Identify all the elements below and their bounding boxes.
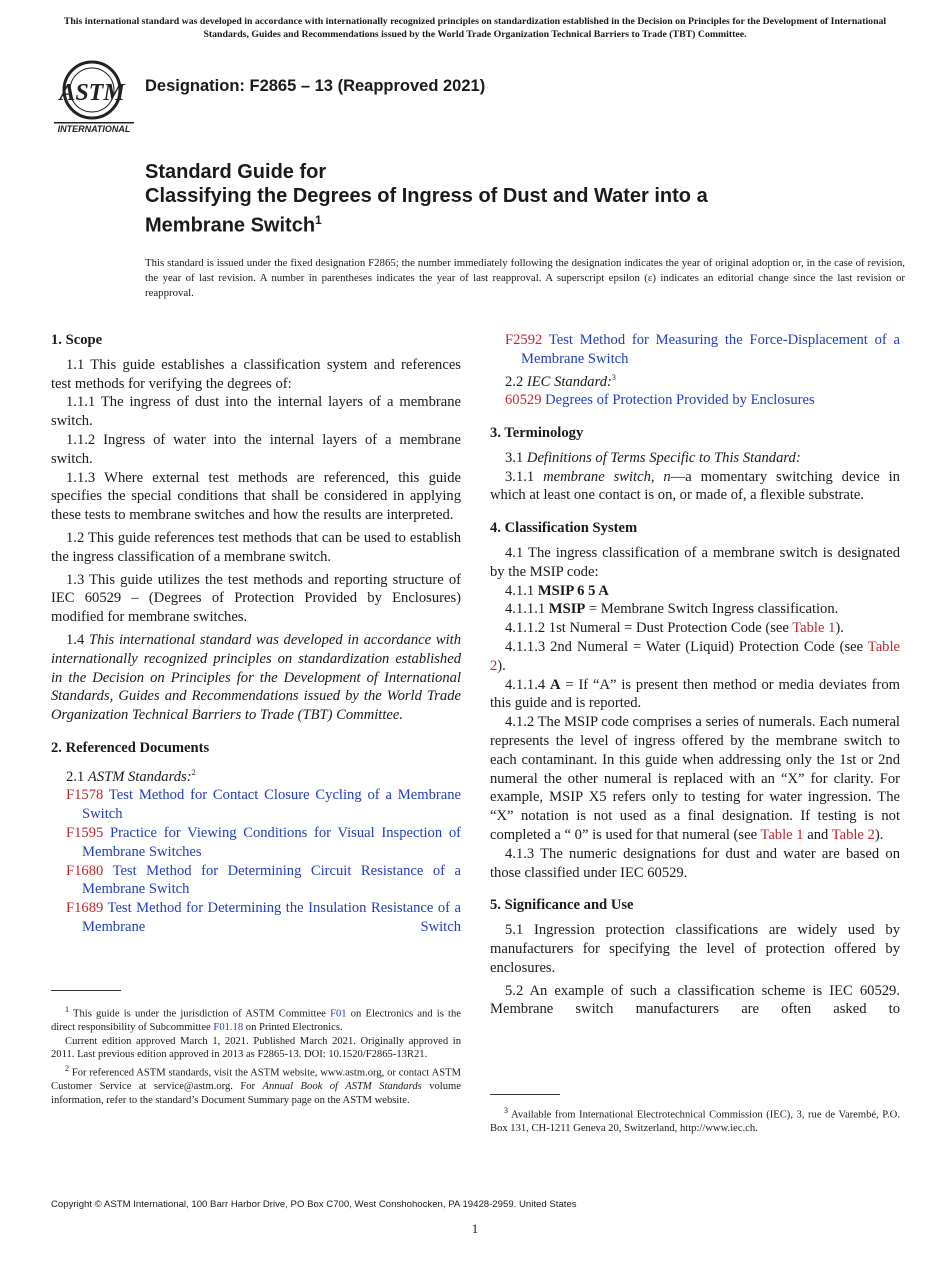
paragraph-3-1-1: [490, 468, 900, 506]
reference-title[interactable]: Test Method for Determining Circuit Resistance of a Membrane Switch: [82, 862, 461, 898]
footnote-3-text: Available from International Electrotechnical Commission (IEC), 3, rue de Varembé, P.O. Box 131, CH-1211 Geneva 20, Switzerland, http://www.iec.ch.: [490, 1109, 900, 1135]
msip-term: MSIP: [548, 601, 586, 618]
paragraph-2-1: [51, 764, 461, 787]
reference-title[interactable]: Test Method for Contact Closure Cycling of a Membrane Switch: [82, 787, 461, 823]
title-line-3: [145, 208, 865, 238]
punctuation: ).: [497, 657, 506, 674]
page-number: 1: [471, 1221, 479, 1236]
issue-note: This standard is issued under the fixed designation F2865; the number immediately following the designation indicates the year of original adoption or, in the case of revision, the year of last revision. A number in parentheses indicates the year of last reapproval. A superscript epsilon (ε) indicates an editorial change since the last revision or reapproval.: [145, 257, 905, 300]
reference-item[interactable]: [490, 391, 900, 410]
title-line-2: Classifying the Degrees of Ingress of Dust and Water into a: [145, 185, 708, 207]
reference-title[interactable]: Practice for Viewing Conditions for Visual Inspection of Membrane Switches: [82, 824, 461, 860]
reference-code[interactable]: 60529: [505, 392, 542, 409]
paragraph-2-2-text: IEC Standard:: [526, 373, 612, 390]
title-footnote-mark[interactable]: 1: [315, 213, 322, 227]
msip-definition: = Membrane Switch Ingress classification.: [585, 601, 839, 618]
paragraph-1-1: 1.1 This guide establishes a classification system and references test methods for verifying the degrees of:: [51, 356, 461, 392]
reference-code[interactable]: F1578: [66, 787, 104, 804]
table-2-link[interactable]: Table 2: [490, 639, 900, 674]
footnotes-left: [51, 1003, 461, 1107]
section-heading-referenced-documents: 2. Referenced Documents: [51, 739, 210, 756]
paragraph-4-1-1-4-number: 4.1.1.4: [505, 676, 546, 693]
reference-code[interactable]: F1689: [66, 900, 104, 917]
paragraph-2-1-text: ASTM Standards:: [87, 768, 192, 785]
msip-code: MSIP 6 5 A: [537, 582, 609, 599]
reference-title[interactable]: Degrees of Protection Provided by Enclosures: [545, 392, 815, 409]
footnote-3-mark: 3: [504, 1106, 508, 1115]
copyright: Copyright © ASTM International, 100 Barr Harbor Drive, PO Box C700, West Conshohocken, PA 19428-2959. United States: [51, 1199, 577, 1210]
footnote-1-text: This guide is under the jurisdiction of ASTM Committee: [72, 1008, 331, 1020]
footnote-2-text: volume information, refer to the standard’s Document Summary page on the ASTM website.: [51, 1081, 461, 1106]
reference-title[interactable]: Test Method for Determining the Insulation Resistance of a Membrane Switch: [82, 900, 461, 935]
section-heading-significance: 5. Significance and Use: [490, 897, 634, 914]
table-1-link[interactable]: Table 1: [760, 826, 804, 843]
title-line-1: Standard Guide for: [145, 161, 327, 183]
paragraph-2-2-number: 2.2: [505, 373, 524, 390]
logo-subtext: INTERNATIONAL: [57, 124, 131, 134]
title-line-3-text: Membrane Switch: [145, 214, 316, 237]
paragraph-1-1-3: 1.1.3 Where external test methods are referenced, this guide specifies the special conditions that shall be considered in applying these tests to membrane switches and how the results are interpreted.: [51, 469, 461, 524]
astm-logo: [52, 56, 136, 134]
a-term: A: [549, 676, 561, 693]
paragraph-4-1-1-1: [490, 600, 900, 619]
reference-item[interactable]: [51, 786, 461, 824]
paragraph-1-4-number: 1.4: [66, 631, 85, 648]
paragraph-3-1-number: 3.1: [505, 449, 524, 466]
paragraph-1-3: 1.3 This guide utilizes the test methods and reporting structure of IEC 60529 – (Degrees of Protection Provided by Enclosures) modified for membrane switches.: [51, 571, 461, 626]
a-definition: = If “A” is present then method or media deviates from this guide and is reported.: [490, 676, 900, 712]
paragraph-4-1-1-3: [490, 638, 900, 676]
term-definition: —a momentary switching device in which at least one contact is on, or made of, a flexible substrate.: [490, 468, 900, 504]
footnote-divider: [51, 990, 121, 991]
paragraph-5-2: 5.2 An example of such a classification scheme is IEC 60529. Membrane switch manufacturers are often asked to: [490, 982, 900, 1018]
paragraph-4-1-2-text: 4.1.2 The MSIP code comprises a series of numerals. Each numeral represents the level of ingress offered by the membrane switch to each contaminant. In this guide when addressing only the 1st or 2nd numeral the other numeral is replaced with an “X” for clarity. For example, MSIP X5 refers only to testing for water ingression. The “X” notation is not used as a final designation. If testing is not completed a “ 0” is used for that numeral (see: [490, 714, 900, 843]
paragraph-4-1-1-2: [490, 619, 900, 638]
designation: Designation: F2865 – 13 (Reapproved 2021): [145, 77, 486, 95]
footnote-1-edition: Current edition approved March 1, 2021. Published March 2021. Originally approved in 2011. Last previous edition approved in 2013 as F2865-13. DOI: 10.1520/F2865-13R21.: [51, 1035, 461, 1061]
paragraph-1-4-text: This international standard was developed in accordance with internationally recognized principles on standardization established in the Decision on Principles for the Development of International Standards, Guides and Recommendations issued by the World Trade Organization Technical Barriers to Trade (TBT) Committee.: [51, 631, 462, 724]
punctuation: ).: [835, 620, 844, 637]
footnote-1-text: on Printed Electronics.: [243, 1022, 343, 1034]
paragraph-4-1: 4.1 The ingress classification of a membrane switch is designated by the MSIP code:: [490, 545, 900, 580]
paragraph-4-1-1-4: [490, 676, 900, 714]
footnote-mark-3[interactable]: 3: [611, 372, 616, 382]
paragraph-4-1-3: 4.1.3 The numeric designations for dust and water are based on those classified under IEC 60529.: [490, 845, 900, 881]
paragraph-1-4: [51, 631, 461, 725]
table-2-link[interactable]: Table 2: [831, 826, 875, 843]
footnote-2: [51, 1062, 461, 1107]
paragraph-4-1-1-number: 4.1.1: [505, 582, 535, 599]
reference-code[interactable]: F2592: [505, 332, 543, 348]
punctuation: ).: [874, 826, 884, 843]
footnote-2-italic: Annual Book of ASTM Standards: [262, 1081, 422, 1093]
section-heading-scope: 1. Scope: [51, 332, 103, 348]
paragraph-2-1-number: 2.1: [66, 768, 85, 785]
footnote-1-mark: 1: [65, 1005, 69, 1014]
footnote-3: [490, 1104, 900, 1136]
paragraph-1-1-1: 1.1.1 The ingress of dust into the internal layers of a membrane switch.: [51, 394, 461, 430]
subcommittee-link[interactable]: F01.18: [213, 1022, 244, 1034]
section-heading-classification: 4. Classification System: [490, 520, 638, 537]
paragraph-1-1-2: 1.1.2 Ingress of water into the internal layers of a membrane switch.: [51, 431, 461, 467]
header-notice: This international standard was developed in accordance with internationally recognized principles on standardization established in the Decision on Principles for the Development of International Standards, Guides and Recommendations issued by the World Trade Organization Technical Barriers to Trade (TBT) Committee.: [63, 16, 887, 40]
footnote-mark-2[interactable]: 2: [191, 767, 196, 777]
paragraph-1-2: 1.2 This guide references test methods that can be used to establish the ingress classification of a membrane switch.: [51, 529, 461, 565]
footnote-2-mark: 2: [65, 1063, 69, 1073]
reference-code[interactable]: F1595: [66, 824, 104, 841]
document-title: [145, 160, 865, 238]
footnote-2-text: For referenced ASTM standards, visit the ASTM website, www.astm.org, or contact ASTM Customer Service at service@astm.org. For: [51, 1067, 462, 1093]
reference-item[interactable]: [490, 331, 900, 369]
paragraph-2-2: [490, 369, 900, 392]
reference-item[interactable]: [51, 862, 461, 900]
paragraph-3-1-1-number: 3.1.1: [505, 468, 535, 485]
paragraph-3-1: [490, 449, 900, 468]
table-1-link[interactable]: Table 1: [792, 620, 836, 637]
paragraph-4-1-1-2-text: 4.1.1.2 1st Numeral = Dust Protection Code (see: [505, 620, 793, 637]
section-heading-terminology: 3. Terminology: [490, 425, 584, 442]
paragraph-5-1: 5.1 Ingression protection classifications are widely used by manufacturers for specifying the level of protection offered by enclosures.: [490, 922, 900, 976]
footnote-1-text: on Electronics and is the direct responsibility of Subcommittee: [51, 1008, 461, 1034]
paragraph-3-1-text: Definitions of Terms Specific to This Standard:: [526, 449, 801, 466]
defined-term: membrane switch, n: [543, 468, 671, 485]
reference-item[interactable]: [51, 899, 461, 937]
left-column: [51, 331, 461, 937]
reference-item[interactable]: [51, 824, 461, 862]
reference-code[interactable]: F1680: [66, 862, 104, 879]
committee-link[interactable]: F01: [330, 1008, 347, 1020]
paragraph-4-1-1-3-text: 4.1.1.3 2nd Numeral = Water (Liquid) Protection Code (see: [505, 639, 868, 656]
footnote-divider: [490, 1094, 560, 1095]
conjunction: and: [803, 826, 832, 843]
paragraph-4-1-1: [490, 582, 900, 601]
footnote-1: [51, 1003, 461, 1035]
reference-title[interactable]: Test Method for Measuring the Force-Displacement of a Membrane Switch: [521, 332, 900, 367]
right-column: [490, 331, 900, 1023]
paragraph-4-1-2: [490, 713, 900, 845]
logo-text: ASTM: [59, 80, 125, 106]
footnotes-right: [490, 1104, 900, 1136]
paragraph-4-1-1-1-number: 4.1.1.1: [505, 601, 546, 618]
